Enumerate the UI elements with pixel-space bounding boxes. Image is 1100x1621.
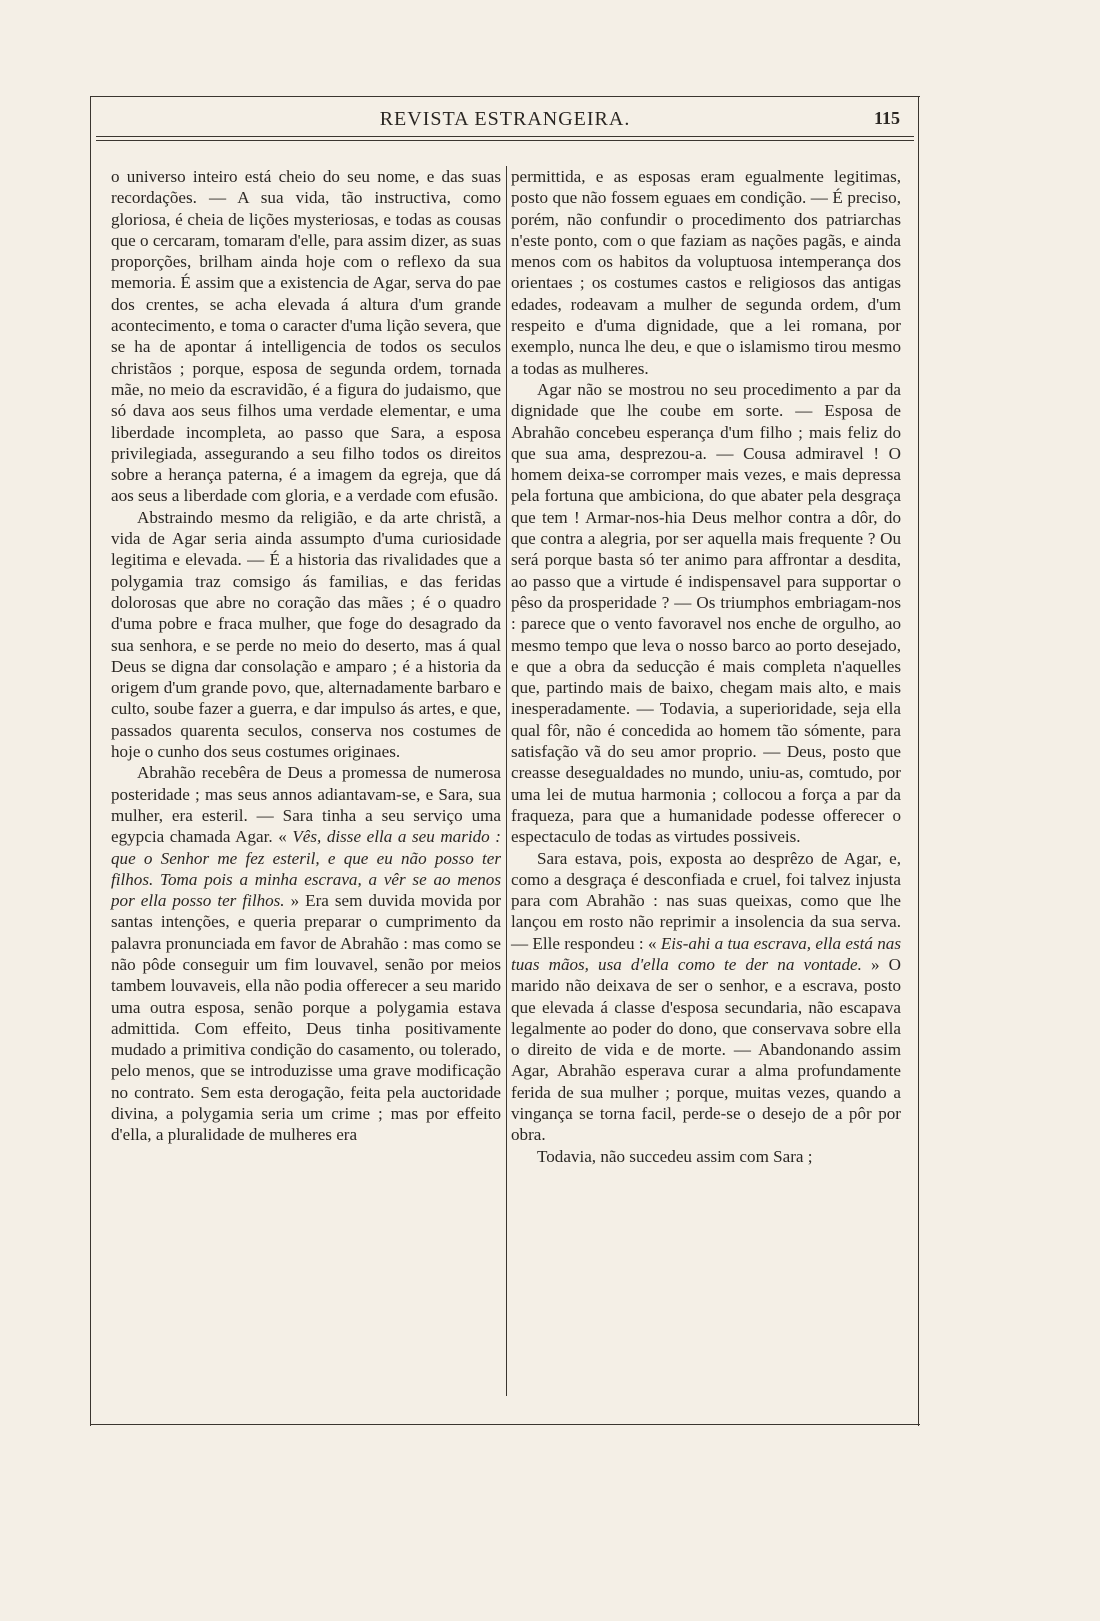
paragraph: Agar não se mostrou no seu procedimento a par da dignidade que lhe coube em sorte. — Esposa de Abrahão concebeu esperança d'um filho ; mais feliz do que sua ama, desprezou-a. — Cousa admiravel ! O homem deixa-se corromper mais vezes, e mais depressa pela fortuna que ambiciona, do que abater pela desgraça que tem ! Armar-nos-hia Deus melhor contra a dôr, do que contra a alegria, por ser aquella mais frequente ? Ou será porque basta só ter animo para affrontar a desdita, ao passo que a virtude é indispensavel para supportar o pêso da prosperidade ? — Os triumphos embriagam-nos : parece que o vento favoravel nos enche de orgulho, ao mesmo tempo que leva o nosso barco ao porto desejado, e que a obra da seducção é mais completa n'aquelles que, partindo mais de baixo, chegam mais alto, e mais inesperadamente. — Todavia, a superioridade, seja ella qual fôr, não é concedida ao homem tão sómente, para satisfação vã do seu amor proprio. — Deus, posto que creasse desegualdades no mundo, uniu-as, comtudo, por uma lei de mutua harmonia ; collocou a força a par da fraqueza, para que a humanidade podesse offerecer o espectaculo de todas as virtudes possiveis.: [511, 379, 901, 847]
column-divider: [506, 166, 507, 1396]
paragraph-text: Sara estava, pois, exposta ao desprêzo de Agar, e, como a desgraça é desconfiada e cruel, foi talvez injusta para com Abrahão : nas suas queixas, como que lhe lançou em rosto não reprimir a insolencia da sua serva. — Elle respondeu : «: [511, 848, 901, 953]
header-rule: [96, 136, 914, 137]
quoted-speech: Eis-ahi a tua escrava, ella está nas tuas mãos, usa d'ella como te der na vontade.: [511, 933, 901, 974]
frame-top-rule: [90, 96, 920, 97]
header-rule-thin: [96, 140, 914, 141]
quoted-speech: Vês, disse ella a seu marido : que o Senhor me fez esteril, e que eu não posso ter filhos. Toma pois a minha escrava, a vêr se ao menos por ella posso ter filhos.: [111, 827, 502, 911]
paragraph: Abstraindo mesmo da religião, e da arte christã, a vida de Agar seria ainda assumpto d'uma curiosidade legitima e elevada. — É a historia das rivalidades que a polygamia traz comsigo ás familias, e das feridas dolorosas que abre no coração das mães ; é o quadro d'uma pobre e fraca mulher, que foge do desagrado da sua senhora, e se perde no meio do deserto, mas á qual Deus se digna dar consolação e amparo ; é a historia da origem d'um grande povo, que, alternadamente barbaro e culto, soube fazer a guerra, e dar impulso ás artes, e que, passados quarenta seculos, conserva nos costumes de hoje o cunho dos seus costumes originaes.: [111, 507, 501, 762]
frame-left-rule: [90, 96, 91, 1426]
paragraph: [511, 848, 901, 1146]
paragraph: Todavia, não succedeu assim com Sara ;: [537, 1146, 813, 1166]
paragraph-text: Abrahão recebêra de Deus a promessa de numerosa posteridade ; mas seus annos adiantavam-se, e Sara, sua mulher, era esteril. — Sara tinha a seu serviço uma egypcia chamada Agar. «: [111, 763, 501, 847]
paragraph: o universo inteiro está cheio do seu nome, e das suas recordações. — A sua vida, tão instructiva, como gloriosa, é cheia de lições mysteriosas, e todas as cousas que o cercaram, tomaram d'elle, para assim dizer, as suas proporções, brilham ainda hoje com o reflexo da sua memoria. É assim que a existencia de Agar, serva do pae dos crentes, se acha elevada á altura d'um grande acontecimento, e toma o caracter d'uma lição severa, que se ha de apontar á intelligencia de todos os seculos christãos ; porque, esposa de segunda ordem, tornada mãe, no meio da escravidão, é a figura do judaismo, que só dava aos seus filhos uma verdade elementar, e uma liberdade incompleta, ao passo que Sara, a esposa privilegiada, assegurando a seu filho todos os direitos sobre a herança paterna, é a imagem da egreja, que dá aos seus a liberdade com gloria, e a verdade com efusão.: [111, 167, 501, 506]
paragraph-text: » Era sem duvida movida por santas intenções, e queria preparar o cumprimento da palavra pronunciada em favor de Abrahão : mas como se não pôde conseguir um fim louvavel, senão por meios tambem louvaveis, ella não podia offerecer a seu marido uma outra esposa, senão porque a polygamia estava admittida. Com effeito, Deus tinha positivamente mudado a primitiva condição do casamento, ou tolerado, pelo menos, que se introduzisse uma grave modificação no contrato. Sem esta derogação, feita pela auctoridade divina, a polygamia seria um crime ; mas por effeito d'ella, a pluralidade de mulheres era: [111, 891, 501, 1145]
paragraph: permittida, e as esposas eram egualmente legitimas, posto que não fossem eguaes em condição. — É preciso, porém, não confundir o procedimento dos patriarchas n'este ponto, com o que faziam as nações pagãs, e ainda menos com os habitos da voluptuosa intemperança dos orientaes ; os costumes castos e religiosos das antigas edades, rodeavam a mulher de segunda ordem, d'um respeito e d'uma dignidade, que a lei romana, por exemplo, nunca lhe deu, e que o islamismo tirou mesmo a todas as mulheres.: [511, 167, 901, 378]
paragraph-text: » O marido não deixava de ser o senhor, e a escrava, posto que elevada á classe d'esposa secundaria, não escapava legalmente ao poder do dono, que conservava sobre ella o direito de vida e de morte. — Abandonando assim Agar, Abrahão esperava curar a alma profundamente ferida de sua mulher ; porque, muitas vezes, quando a vingança se torna facil, perde-se o desejo de a pôr por obra.: [511, 954, 901, 1145]
frame-bottom-rule: [90, 1424, 920, 1425]
page-number: 115: [873, 108, 900, 128]
frame-right-rule: [918, 96, 919, 1426]
running-title: REVISTA ESTRANGEIRA.: [379, 108, 631, 130]
right-column: [511, 166, 901, 1167]
paragraph: [111, 762, 501, 1145]
left-column: [111, 166, 501, 1146]
